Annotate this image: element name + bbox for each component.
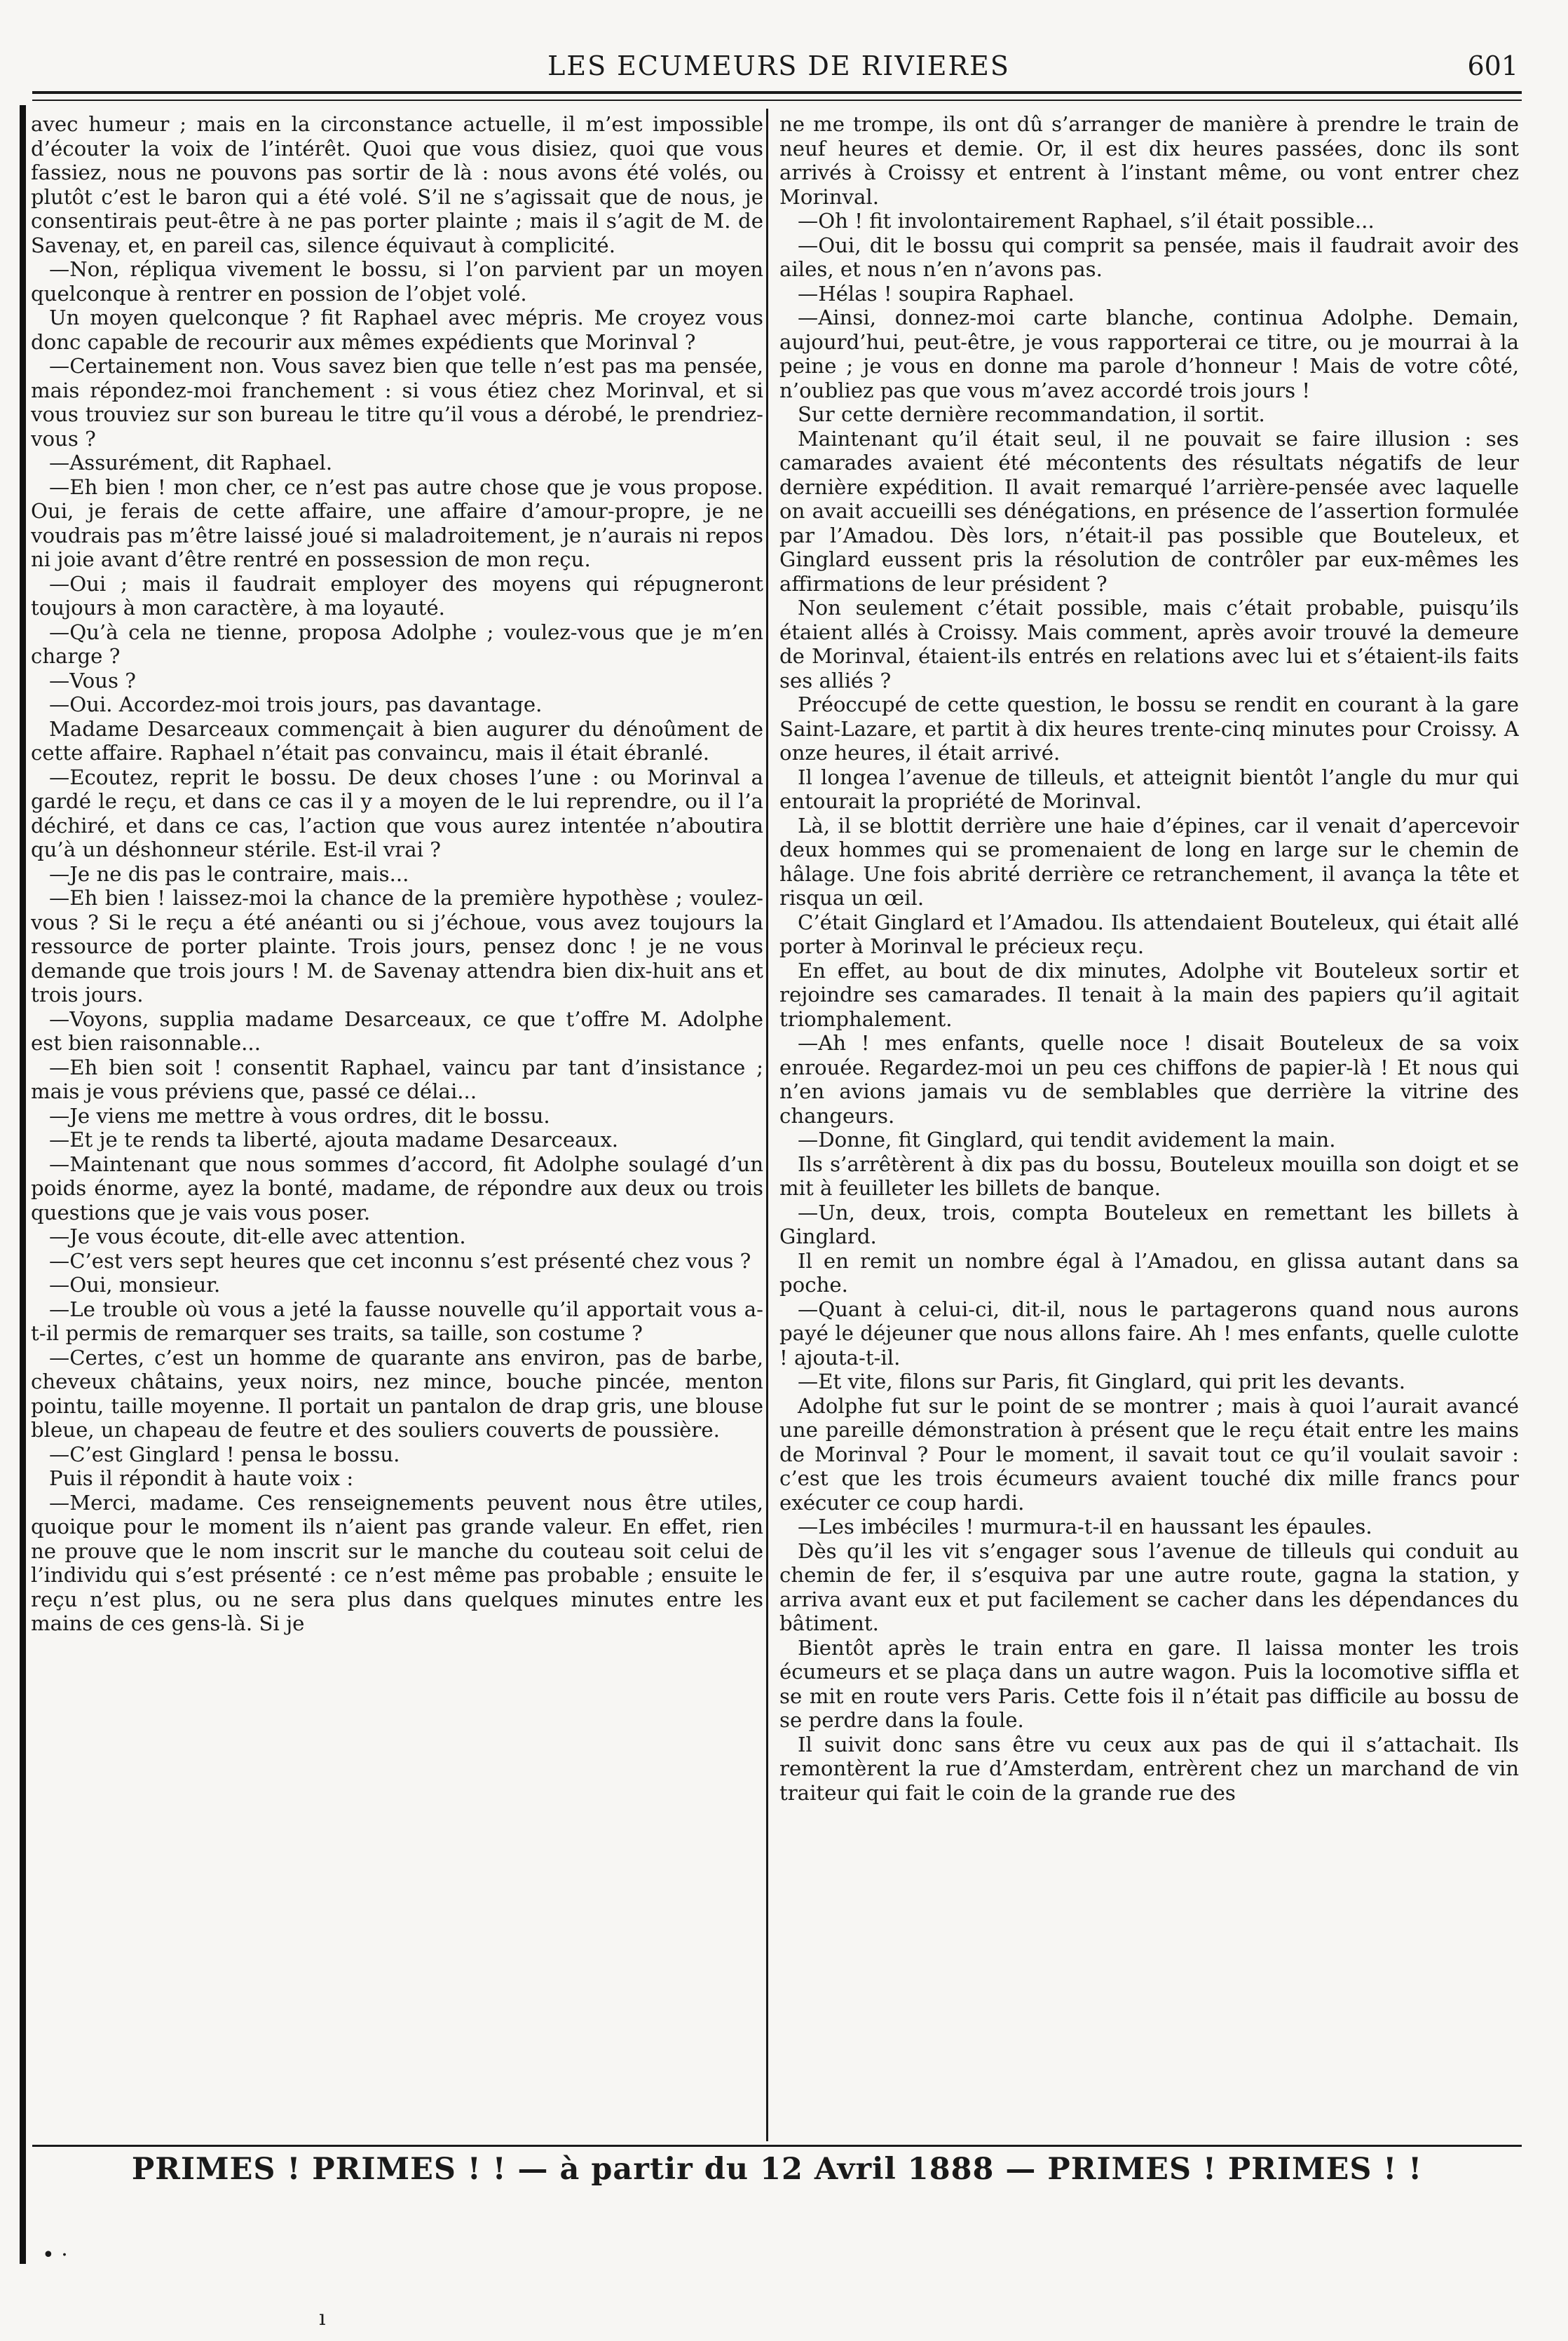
paragraph: —Je vous écoute, dit-elle avec attention. xyxy=(49,1224,466,1248)
paragraph: —Je viens me mettre à vous ordres, dit le bossu. xyxy=(49,1103,550,1128)
paragraph: —Oh ! fit involontairement Raphael, s’il était possible... xyxy=(798,209,1375,233)
paragraph: Dès qu’il les vit s’engager sous l’avenue de tilleuls qui conduit au chemin de fer, il s’esquiva par une autre route, gagna la station, y arriva avant eux et put facilement se cacher dans les dépendances du bâtiment. xyxy=(779,1538,1519,1635)
paragraph: Bientôt après le train entra en gare. Il laissa monter les trois écumeurs et se plaça dans un autre wagon. Puis la locomotive siffla et se mit en route vers Paris. Cette fois il n’était pas difficile au bossu de se perdre dans la foule. xyxy=(779,1635,1519,1732)
paragraph: —Et je te rends ta liberté, ajouta madame Desarceaux. xyxy=(49,1128,619,1152)
text-column-left xyxy=(31,112,763,2131)
paragraph: Il suivit donc sans être vu ceux aux pas de qui il s’attachait. Ils remontèrent la rue d’Amsterdam, entrèrent chez un marchand de vin traiteur qui fait le coin de la grande rue des xyxy=(779,1732,1519,1805)
paragraph: —C’est vers sept heures que cet inconnu s’est présenté chez vous ? xyxy=(49,1248,751,1273)
paragraph: —Eh bien ! mon cher, ce n’est pas autre chose que je vous propose. Oui, je ferais de cette affaire, une affaire d’amour-propre, je ne voudrais pas m’être laissé joué si maladroitement, je n’aurais ni repos ni joie avant d’être rentré en possession de mon reçu. xyxy=(31,475,763,571)
print-specks: • · xyxy=(42,2243,68,2267)
paragraph: —Quant à celui-ci, dit-il, nous le partagerons quand nous aurons payé le déjeuner que nous allons faire. Ah ! mes enfants, quelle culotte ! ajouta-t-il. xyxy=(779,1297,1519,1370)
paragraph: En effet, au bout de dix minutes, Adolphe vit Bouteleux sortir et rejoindre ses camarades. Il tenait à la main des papiers qu’il agitait triomphalement. xyxy=(779,958,1519,1031)
paragraph: Là, il se blottit derrière une haie d’épines, car il venait d’apercevoir deux hommes qui se promenaient de long en large sur le chemin de hâlage. Une fois abrité derrière ce retranchement, il avança la tête et risqua un œil. xyxy=(779,813,1519,910)
paragraph: Sur cette dernière recommandation, il sortit. xyxy=(798,402,1265,426)
paragraph: ne me trompe, ils ont dû s’arranger de manière à prendre le train de neuf heures et demie. Or, il est dix heures passées, donc ils sont arrivés à Croissy et entrent à l’instant même, ou vont entrer chez Morinval. xyxy=(779,112,1519,209)
footer-rule xyxy=(32,2145,1522,2147)
page-number: 601 xyxy=(1467,50,1518,81)
paragraph: —C’est Ginglard ! pensa le bossu. xyxy=(49,1442,400,1466)
paragraph: —Oui ; mais il faudrait employer des moyens qui répugneront toujours à mon caractère, à ma loyauté. xyxy=(31,571,763,620)
paragraph: —Hélas ! soupira Raphael. xyxy=(798,281,1075,306)
paragraph: —Merci, madame. Ces renseignements peuvent nous être utiles, quoique pour le moment ils n’aient pas grande valeur. En effet, rien ne prouve que le nom inscrit sur le manche du couteau soit celui de l’individu qui s’est présenté : ce n’est même pas probable ; ensuite le reçu n’est plus, ou ne sera plus dans quelques minutes entre les mains de ces gens-là. Si je xyxy=(31,1490,763,1635)
paragraph: —Vous ? xyxy=(49,668,136,692)
text-column-right xyxy=(779,112,1519,2131)
paragraph: avec humeur ; mais en la circonstance actuelle, il m’est impossible d’écouter la voix de l’intérêt. Quoi que vous disiez, quoi que vous fassiez, nous ne pouvons pas sortir de là : nous avons été volés, ou plutôt c’est le baron qui a été volé. S’il ne s’agissait que de nous, je consentirais peut-être à ne pas porter plainte ; mais il s’agit de M. de Savenay, et, en pareil cas, silence équivaut à complicité. xyxy=(31,112,763,257)
paragraph: —Oui. Accordez-moi trois jours, pas davantage. xyxy=(49,692,543,716)
paragraph: —Le trouble où vous a jeté la fausse nouvelle qu’il apportait vous a-t-il permis de remarquer ses traits, sa taille, son costume ? xyxy=(31,1297,763,1345)
paragraph: —Qu’à cela ne tienne, proposa Adolphe ; voulez-vous que je m’en charge ? xyxy=(31,620,763,668)
paragraph: —Oui, dit le bossu qui comprit sa pensée, mais il faudrait avoir des ailes, et nous n’en n’avons pas. xyxy=(779,233,1519,281)
paragraph: Non seulement c’était possible, mais c’était probable, puisqu’ils étaient allés à Croissy. Mais comment, après avoir trouvé la demeure de Morinval, étaient-ils entrés en relations avec lui et s’étaient-ils faits ses alliés ? xyxy=(779,596,1519,692)
header-rule-thin xyxy=(32,100,1522,101)
paragraph: —Ah ! mes enfants, quelle noce ! disait Bouteleux de sa voix enrouée. Regardez-moi un peu ces chiffons de papier-là ! Et nous qui n’en avions jamais vu de semblables que derrière la vitrine des changeurs. xyxy=(779,1031,1519,1128)
paragraph: —Ainsi, donnez-moi carte blanche, continua Adolphe. Demain, aujourd’hui, peut-être, je vous rapporterai ce titre, ou je mourrai à la peine ; je vous en donne ma parole d’honneur ! Mais de votre côté, n’oubliez pas que vous m’avez accordé trois jours ! xyxy=(779,306,1519,402)
paragraph: —Certes, c’est un homme de quarante ans environ, pas de barbe, cheveux châtains, yeux noirs, nez mince, bouche pincée, menton pointu, taille moyenne. Il portait un pantalon de drap gris, une blouse bleue, un chapeau de feutre et des souliers couverts de poussière. xyxy=(31,1345,763,1442)
paragraph: Puis il répondit à haute voix : xyxy=(49,1466,354,1490)
paragraph: Un moyen quelconque ? fit Raphael avec mépris. Me croyez vous donc capable de recourir aux mêmes expédients que Morinval ? xyxy=(31,306,763,354)
paragraph: —Un, deux, trois, compta Bouteleux en remettant les billets à Ginglard. xyxy=(779,1200,1519,1248)
paragraph: C’était Ginglard et l’Amadou. Ils attendaient Bouteleux, qui était allé porter à Morinval le précieux reçu. xyxy=(779,910,1519,958)
paragraph: Préoccupé de cette question, le bossu se rendit en courant à la gare Saint-Lazare, et partit à dix heures trente-cinq minutes pour Croissy. A onze heures, il était arrivé. xyxy=(779,692,1519,765)
paragraph: —Voyons, supplia madame Desarceaux, ce que t’offre M. Adolphe est bien raisonnable... xyxy=(31,1006,763,1055)
running-title: LES ECUMEURS DE RIVIERES xyxy=(547,50,1010,81)
paragraph: —Eh bien soit ! consentit Raphael, vaincu par tant d’insistance ; mais je vous préviens que, passé ce délai... xyxy=(31,1055,763,1103)
column-separator xyxy=(766,109,768,2141)
primes-banner: PRIMES ! PRIMES ! ! — à partir du 12 Avril 1888 — PRIMES ! PRIMES ! ! xyxy=(131,2152,1423,2187)
paragraph: —Et vite, filons sur Paris, fit Ginglard, qui prit les devants. xyxy=(798,1370,1405,1393)
paragraph: Il en remit un nombre égal à l’Amadou, en glissa autant dans sa poche. xyxy=(779,1248,1519,1297)
paragraph: Il longea l’avenue de tilleuls, et atteignit bientôt l’angle du mur qui entourait la propriété de Morinval. xyxy=(779,765,1519,813)
paragraph: Madame Desarceaux commençait à bien augurer du dénoûment de cette affaire. Raphael n’était pas convaincu, mais il était ébranlé. xyxy=(31,716,763,765)
paragraph: —Eh bien ! laissez-moi la chance de la première hypothèse ; voulez-vous ? Si le reçu a été anéanti ou si j’échoue, vous avez toujours la ressource de porter plainte. Trois jours, pensez donc ! je ne vous demande que trois jours ! M. de Savenay attendra bien dix-huit ans et trois jours. xyxy=(31,886,763,1006)
paragraph: —Oui, monsieur. xyxy=(49,1273,221,1297)
paragraph: Maintenant qu’il était seul, il ne pouvait se faire illusion : ses camarades avaient été mécontents des résultats négatifs de leur dernière expédition. Il avait remarqué l’arrière-pensée avec laquelle on avait accueilli ses dénégations, en présence de l’assertion formulée par l’Amadou. Dès lors, n’était-il pas possible que Bouteleux, et Ginglard eussent pris la résolution de contrôler par eux-mêmes les affirmations de leur président ? xyxy=(779,426,1519,596)
paragraph: —Ecoutez, reprit le bossu. De deux choses l’une : ou Morinval a gardé le reçu, et dans ce cas il y a moyen de le lui reprendre, ou il l’a déchiré, et dans ce cas, l’action que vous aurez intentée n’aboutira qu’à un déshonneur stérile. Est-il vrai ? xyxy=(31,765,763,861)
paragraph: Adolphe fut sur le point de se montrer ; mais à quoi l’aurait avancé une pareille démonstration à présent que le reçu était entre les mains de Morinval ? Pour le moment, il savait tout ce qu’il voulait savoir : c’est que les trois écumeurs avaient touché dix mille francs pour exécuter ce coup hardi. xyxy=(779,1393,1519,1515)
header-rule-thick xyxy=(32,91,1522,94)
paragraph: —Assurément, dit Raphael. xyxy=(49,451,333,475)
paragraph: —Maintenant que nous sommes d’accord, fit Adolphe soulagé d’un poids énorme, ayez la bonté, madame, de répondre aux deux ou trois questions que je vais vous poser. xyxy=(31,1152,763,1224)
binding-edge xyxy=(20,105,26,2264)
paragraph: Ils s’arrêtèrent à dix pas du bossu, Bouteleux mouilla son doigt et se mit à feuilleter les billets de banque. xyxy=(779,1152,1519,1200)
paragraph: —Non, répliqua vivement le bossu, si l’on parvient par un moyen quelconque à rentrer en possion de l’objet volé. xyxy=(31,257,763,306)
paragraph: —Les imbéciles ! murmura-t-il en haussant les épaules. xyxy=(798,1515,1372,1538)
print-speck: ı xyxy=(319,2306,326,2330)
paragraph: —Je ne dis pas le contraire, mais... xyxy=(49,861,409,886)
paragraph: —Donne, fit Ginglard, qui tendit avidement la main. xyxy=(798,1128,1336,1152)
paragraph: —Certainement non. Vous savez bien que telle n’est pas ma pensée, mais répondez-moi franchement : si vous étiez chez Morinval, et si vous trouviez sur son bureau le titre qu’il vous a dérobé, le prendriez-vous ? xyxy=(31,354,763,451)
